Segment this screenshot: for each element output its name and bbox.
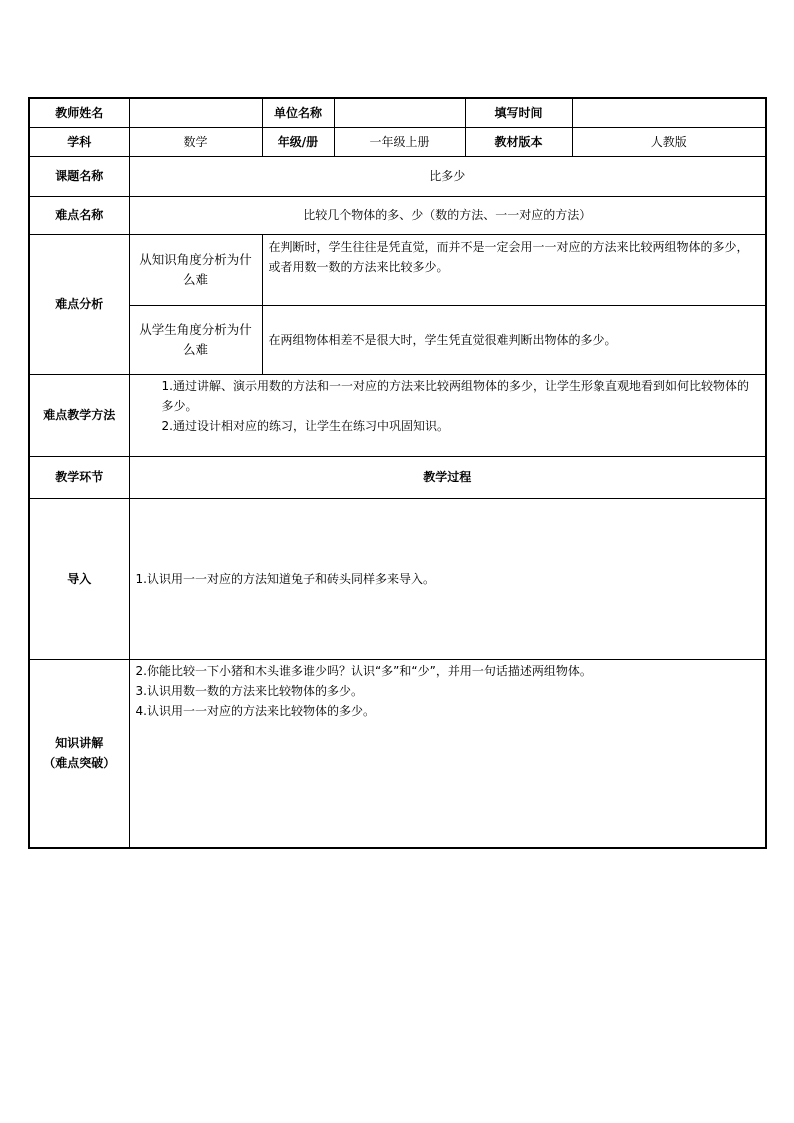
knowledge-angle-text: 在判断时，学生往往是凭直觉，而并不是一定会用一一对应的方法来比较两组物体的多少，或者用数一数的方法来比较多少。 [262, 234, 766, 305]
knowledge-label-line2: （难点突破） [43, 756, 116, 771]
knowledge-row [29, 659, 766, 848]
knowledge-label [29, 659, 129, 848]
knowledge-angle-label: 从知识角度分析为什么难 [129, 234, 262, 305]
subject-label: 学科 [29, 127, 129, 156]
intro-label: 导入 [29, 498, 129, 659]
info-row-1 [29, 98, 766, 127]
unit-name-value [334, 98, 465, 127]
stage-header: 教学环节 [29, 456, 129, 498]
grade-value: 一年级上册 [334, 127, 465, 156]
subject-value: 数学 [129, 127, 262, 156]
lesson-plan-sheet [28, 97, 765, 849]
lesson-title-value: 比多少 [129, 156, 766, 196]
difficulty-value: 比较几个物体的多、少（数的方法、一一对应的方法） [129, 196, 766, 234]
method-item-1: 1.通过讲解、演示用数的方法和一一对应的方法来比较两组物体的多少，让学生形象直观地看到如何比较物体的多少。 [161, 378, 749, 413]
knowledge-content [129, 659, 766, 848]
grade-label: 年级/册 [262, 127, 334, 156]
analysis-knowledge-row [29, 234, 766, 305]
lesson-title-label: 课题名称 [29, 156, 129, 196]
method-item-2: 2.通过设计相对应的练习，让学生在练习中巩固知识。 [161, 418, 449, 433]
intro-text: 1.认识用一一对应的方法知道兔子和砖头同样多来导入。 [129, 498, 766, 659]
method-row [29, 374, 766, 456]
edition-label: 教材版本 [465, 127, 572, 156]
analysis-student-row [29, 305, 766, 374]
difficulty-row [29, 196, 766, 234]
intro-row [29, 498, 766, 659]
fill-date-value [572, 98, 766, 127]
process-header: 教学过程 [129, 456, 766, 498]
process-header-row [29, 456, 766, 498]
analysis-label: 难点分析 [29, 234, 129, 374]
knowledge-label-line1: 知识讲解 [55, 736, 104, 751]
difficulty-label: 难点名称 [29, 196, 129, 234]
lesson-plan-table [28, 97, 767, 849]
knowledge-item-2: 2.你能比较一下小猪和木头谁多谁少吗？认识“多”和“少”，并用一句话描述两组物体。 [135, 663, 592, 678]
lesson-title-row [29, 156, 766, 196]
method-content [129, 374, 766, 456]
fill-date-label: 填写时间 [465, 98, 572, 127]
edition-value: 人教版 [572, 127, 766, 156]
unit-name-label: 单位名称 [262, 98, 334, 127]
student-angle-text: 在两组物体相差不是很大时，学生凭直觉很难判断出物体的多少。 [262, 305, 766, 374]
method-label: 难点教学方法 [29, 374, 129, 456]
teacher-name-label: 教师姓名 [29, 98, 129, 127]
knowledge-item-3: 3.认识用数一数的方法来比较物体的多少。 [135, 683, 363, 698]
teacher-name-value [129, 98, 262, 127]
student-angle-label: 从学生角度分析为什么难 [129, 305, 262, 374]
knowledge-item-4: 4.认识用一一对应的方法来比较物体的多少。 [135, 703, 375, 718]
info-row-2 [29, 127, 766, 156]
